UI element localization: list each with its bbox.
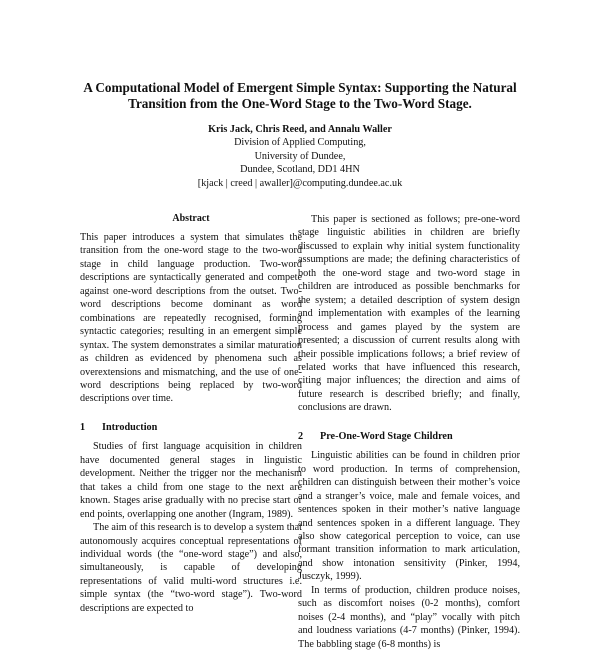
paragraph: This paper is sectioned as follows; pre-one-word stage linguistic abilities in children are briefly discussed to explain why initial system functionality assumptions are made; the defining characteristics of both the one-word stage and two-word stage in children are introduced as possible benchmarks for the system; a detailed description of system design and implementation with examples of the learning process and games played by the system are presented; a discussion of current results along with their possible implications follows; a brief review of related works that have influenced this research, citing major influences; the direction and aims of future research is described briefly; and finally, conclusions are drawn. <box>298 214 520 414</box>
affiliation-line: University of Dundee, <box>254 150 346 162</box>
section-title: Introduction <box>102 421 158 433</box>
paragraph: Studies of first language acquisition in children have documented general stages in linguistic development. Neither the trigger nor the mechanism that takes a child from one stage to the next are known. Stages arise gradually with no precise start or end points, overlapping one another (Ingram, 1989). <box>80 441 302 520</box>
abstract-text: This paper introduces a system that simulates the transition from the one-word stage to the two-word stage in child language production. Two-word descriptions are syntactically generated and compete against one-word descriptions from the outset. Two-word descriptions become dominant as word combinations are repeatedly recognised, forming syntactic categories; resulting in an emergent simple syntax. The system demonstrates a similar maturation as children as evidenced by phenomena such as overextensions and mismatching, and the use of one-word descriptions being replaced by two-word descriptions over time. <box>80 232 302 405</box>
left-column <box>80 213 302 615</box>
author-block <box>150 123 450 190</box>
affiliation-line: Dundee, Scotland, DD1 4HN <box>240 164 360 176</box>
section-number: 1 <box>80 421 86 433</box>
abstract-heading: Abstract <box>172 213 210 224</box>
author-names: Kris Jack, Chris Reed, and Annalu Waller <box>208 124 392 135</box>
paragraph: The aim of this research is to develop a system that autonomously acquires conceptual representations of individual words (the “one-word stage”) and also, simultaneously, is capable of developing representations of valid multi-word structures i.e. simple syntax (the “two-word stage”). Two-word descriptions are expected to <box>80 522 302 614</box>
paragraph: Linguistic abilities can be found in children prior to word production. In terms of comprehension, children can distinguish between their mother’s voice and a stranger’s voice, male and female voices, and sentences spoken in their mother’s native language and sentences spoken in a different language. They also show categorical perception to voice, can use formant transition information to mark articulation, and show intonation sensitivity (Pinker, 1994, Jusczyk, 1999). <box>298 450 520 583</box>
affiliation-line: Division of Applied Computing, <box>234 137 366 149</box>
paragraph: In terms of production, children produce noises, such as discomfort noises (0-2 months), comfort noises (2-4 months), and “play” vocally with pitch and loudness variations (4-7 months) (Pinker, 1994). The babbling stage (6-8 months) is <box>298 584 520 650</box>
section-title: Pre-One-Word Stage Children <box>320 430 453 442</box>
author-email: [kjack | creed | awaller]@computing.dundee.ac.uk <box>197 177 403 189</box>
section-heading-pre-one-word <box>298 430 520 443</box>
section-heading-introduction <box>80 421 302 434</box>
section-number: 2 <box>298 430 304 442</box>
paper-title: A Computational Model of Emergent Simple Syntax: Supporting the Natural Transition from the One-Word Stage to the Two-Word Stage. <box>83 80 517 111</box>
right-column <box>298 213 520 651</box>
